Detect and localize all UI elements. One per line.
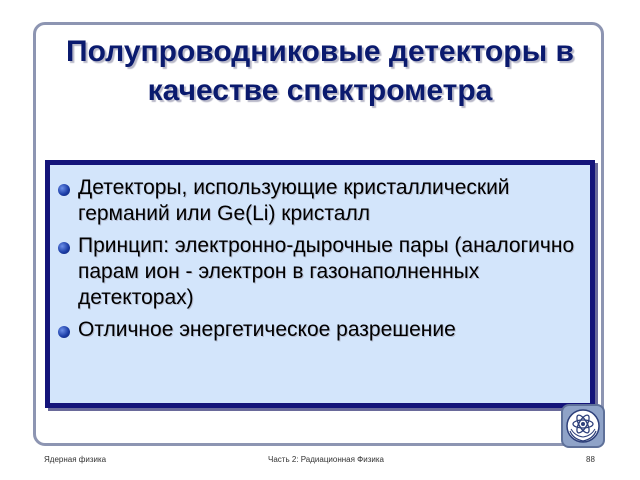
bullet-item-3 — [58, 317, 578, 343]
atom-logo-icon — [561, 404, 605, 448]
bullet-list — [50, 165, 590, 343]
bullet-dot-icon — [58, 326, 70, 338]
footer-section-title: Часть 2: Радиационная Физика — [268, 455, 384, 464]
bullet-item-1 — [58, 175, 578, 227]
footer-page-number: 88 — [586, 455, 595, 464]
footer-course-title: Ядерная физика — [44, 455, 107, 464]
bullet-item-2 — [58, 233, 578, 311]
atom-logo-graphic — [565, 408, 601, 444]
content-box — [45, 160, 595, 408]
bullet-dot-icon — [58, 184, 70, 196]
bullet-dot-icon — [58, 242, 70, 254]
slide-title: Полупроводниковые детекторы в качестве спектрометра — [66, 35, 574, 107]
bullet-text-2: Принцип: электронно-дырочные пары (аналогично парам ион - электрон в газонаполненных детекторах) — [78, 234, 575, 309]
bullet-text-1: Детекторы, использующие кристаллический германий или Ge(Li) кристалл — [78, 176, 510, 225]
bullet-text-3: Отличное энергетическое разрешение — [78, 318, 456, 341]
